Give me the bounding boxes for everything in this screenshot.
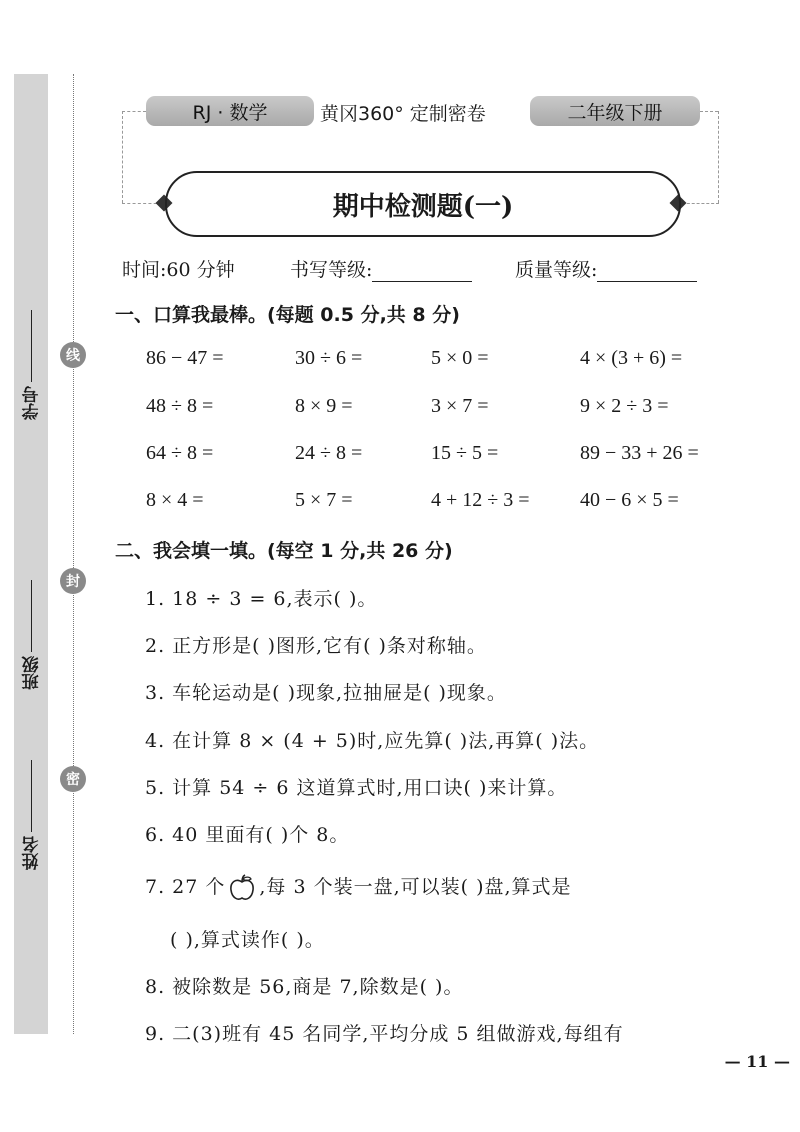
question-4: 4. 在计算 8 × (4 + 5)时,应先算( )法,再算( )法。 bbox=[145, 730, 600, 752]
calc-item: 48 ÷ 8 = bbox=[146, 395, 214, 417]
cut-line bbox=[73, 74, 74, 1034]
calc-item: 64 ÷ 8 = bbox=[146, 442, 214, 464]
grade-pill: 二年级下册 bbox=[530, 96, 700, 126]
question-7-cont: ( ),算式读作( )。 bbox=[170, 929, 325, 951]
section2-heading: 二、我会填一填。(每空 1 分,共 26 分) bbox=[115, 540, 453, 562]
calc-item: 4 × (3 + 6) = bbox=[580, 347, 683, 369]
exam-title: 期中检测题(一) bbox=[165, 171, 681, 237]
seal-line: 线 bbox=[60, 342, 86, 368]
question-2: 2. 正方形是( )图形,它有( )条对称轴。 bbox=[145, 635, 487, 657]
calc-item: 8 × 4 = bbox=[146, 489, 204, 511]
apple-icon bbox=[227, 873, 257, 903]
quality-grade: 质量等级: bbox=[515, 255, 697, 282]
question-5: 5. 计算 54 ÷ 6 这道算式时,用口诀( )来计算。 bbox=[145, 777, 568, 799]
calc-item: 24 ÷ 8 = bbox=[295, 442, 363, 464]
series-name: 黄冈360° 定制密卷 bbox=[320, 103, 486, 125]
calc-item: 8 × 9 = bbox=[295, 395, 353, 417]
frame-dash bbox=[682, 203, 719, 204]
seal-seal: 封 bbox=[60, 568, 86, 594]
subject-pill: RJ · 数学 bbox=[146, 96, 314, 126]
calc-item: 15 ÷ 5 = bbox=[431, 442, 499, 464]
seal-secret: 密 bbox=[60, 766, 86, 792]
name-label: 姓名 bbox=[12, 690, 52, 870]
frame-dash bbox=[700, 111, 718, 112]
question-7: 7. 27 个 ,每 3 个装一盘,可以装( )盘,算式是 bbox=[145, 872, 572, 903]
writing-grade-blank[interactable] bbox=[372, 259, 472, 282]
calc-item: 5 × 7 = bbox=[295, 489, 353, 511]
question-3: 3. 车轮运动是( )现象,拉抽屉是( )现象。 bbox=[145, 682, 507, 704]
page-number: — 11 — bbox=[724, 1052, 790, 1071]
calc-item: 5 × 0 = bbox=[431, 347, 489, 369]
question-6: 6. 40 里面有( )个 8。 bbox=[145, 824, 350, 846]
calc-item: 86 − 47 = bbox=[146, 347, 224, 369]
writing-grade: 书写等级: bbox=[290, 255, 472, 282]
calc-item: 40 − 6 × 5 = bbox=[580, 489, 679, 511]
question-1: 1. 18 ÷ 3 = 6,表示( )。 bbox=[145, 588, 378, 610]
question-8: 8. 被除数是 56,商是 7,除数是( )。 bbox=[145, 976, 464, 998]
calc-item: 30 ÷ 6 = bbox=[295, 347, 363, 369]
question-9: 9. 二(3)班有 45 名同学,平均分成 5 组做游戏,每组有 bbox=[145, 1023, 624, 1045]
class-label: 班级 bbox=[12, 510, 52, 690]
calc-item: 3 × 7 = bbox=[431, 395, 489, 417]
frame-dash bbox=[718, 111, 719, 203]
time-limit: 时间:60 分钟 bbox=[122, 259, 235, 281]
calc-item: 9 × 2 ÷ 3 = bbox=[580, 395, 669, 417]
calc-item: 89 − 33 + 26 = bbox=[580, 442, 699, 464]
section1-heading: 一、口算我最棒。(每题 0.5 分,共 8 分) bbox=[115, 304, 460, 326]
frame-dash bbox=[122, 111, 146, 112]
quality-grade-blank[interactable] bbox=[597, 259, 697, 282]
calc-item: 4 + 12 ÷ 3 = bbox=[431, 489, 530, 511]
student-id-label: 学号 bbox=[12, 240, 52, 420]
frame-dash bbox=[122, 111, 123, 203]
